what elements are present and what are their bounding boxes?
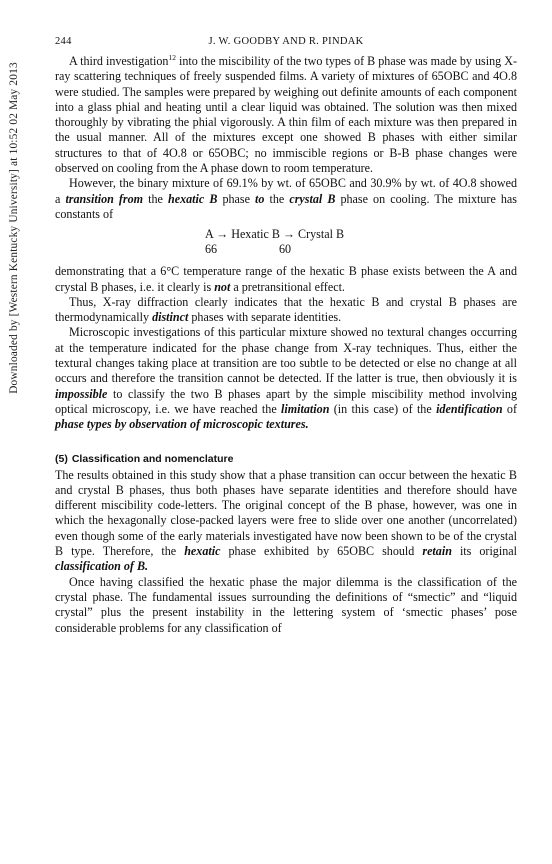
download-watermark [3,0,25,660]
running-header [55,36,517,54]
page-number: 244 [55,36,72,47]
section-number: (5) [55,452,68,465]
paragraph-microscopic: Microscopic investigations of this particular mixture showed no textural changes occurring at the temperature indicated for the phase change from X-ray techniques. Thus, either the textural changes taking place at transition are too subtle to be detected or else no change at all occurs and therefore the transition cannot be detected. If the latter is true, then obviously it is impossible to classify the two B phases apart by the simple miscibility method involving optical microscopy, i.e. we have reached the limitation (in this case) of the identification of phase types by observation of microscopic textures. [55,325,517,432]
page-body [55,36,517,636]
paragraph-results: The results obtained in this study show that a phase transition can occur between the hexatic B and crystal B phases, thus both phases have separate identities and therefore should have different miscibility code-letters. The original concept of the B phase, however, was one in which the hexagonally close-packed layers were free to slide over one another (uncorrelated) even though some of the early materials investigated have now been shown to be of the crystal B type. Therefore, the hexatic phase exhibited by 65OBC should retain its original classification of B. [55,467,517,574]
paragraph-binary-mixture: However, the binary mixture of 69.1% by wt. of 65OBC and 30.9% by wt. of 4O.8 showed a transition from the hexatic B phase to the crystal B phase on cooling. The mixture has constants of [55,176,517,221]
paragraph-classification: Once having classified the hexatic phase the major dilemma is the classification of the crystal phase. The fundamental issues surrounding the definitions of “smectic” and “liquid crystal” plus the present instability in the lettering system of ‘smectic phases’ pose considerable problems for any classification of [55,574,517,635]
reference-superscript: 12 [168,53,176,62]
phase-transition-scheme [55,227,517,257]
section-heading [55,452,517,466]
paragraph-third-investigation: A third investigation$^{12}$ into the miscibility of the two types of B phase was made by using X-ray scattering techniques of freely suspended films. A variety of mixtures of 65OBC and 4O.8 were studied. The samples were prepared by weighing out definite amounts of each component into a glass phial and heating until a clear liquid was obtained. The solution was then mixed thoroughly by vibrating the phial vigorously. A thin film of each mixture was then prepared in the usual manner. All of the mixtures except one showed B phases with either similar structures to that of 4O.8 or 65OBC; no immiscible regions or B-B phase changes were observed on cooling from the A phase down to room temperature. [55,53,517,176]
transition-temp-1: 66 [205,242,218,257]
running-title: J. W. GOODBY AND R. PINDAK [208,36,364,47]
paragraph-xray-diffraction: Thus, X-ray diffraction clearly indicates that the hexatic B and crystal B phases are thermodynamically distinct phases with separate identities. [55,294,517,325]
download-watermark-text: Downloaded by [Western Kentucky University] at 10:52 02 May 2013 [8,62,20,394]
transition-temperatures [55,242,517,257]
paragraph-demonstrating: demonstrating that a 6°C temperature range of the hexatic B phase exists between the A and crystal B phases, i.e. it clearly is not a pretransitional effect. [55,264,517,294]
section-title: Classification and nomenclature [71,452,234,465]
phase-sequence: A → Hexatic B → Crystal B [205,227,345,242]
transition-temp-2: 60 [279,242,292,257]
